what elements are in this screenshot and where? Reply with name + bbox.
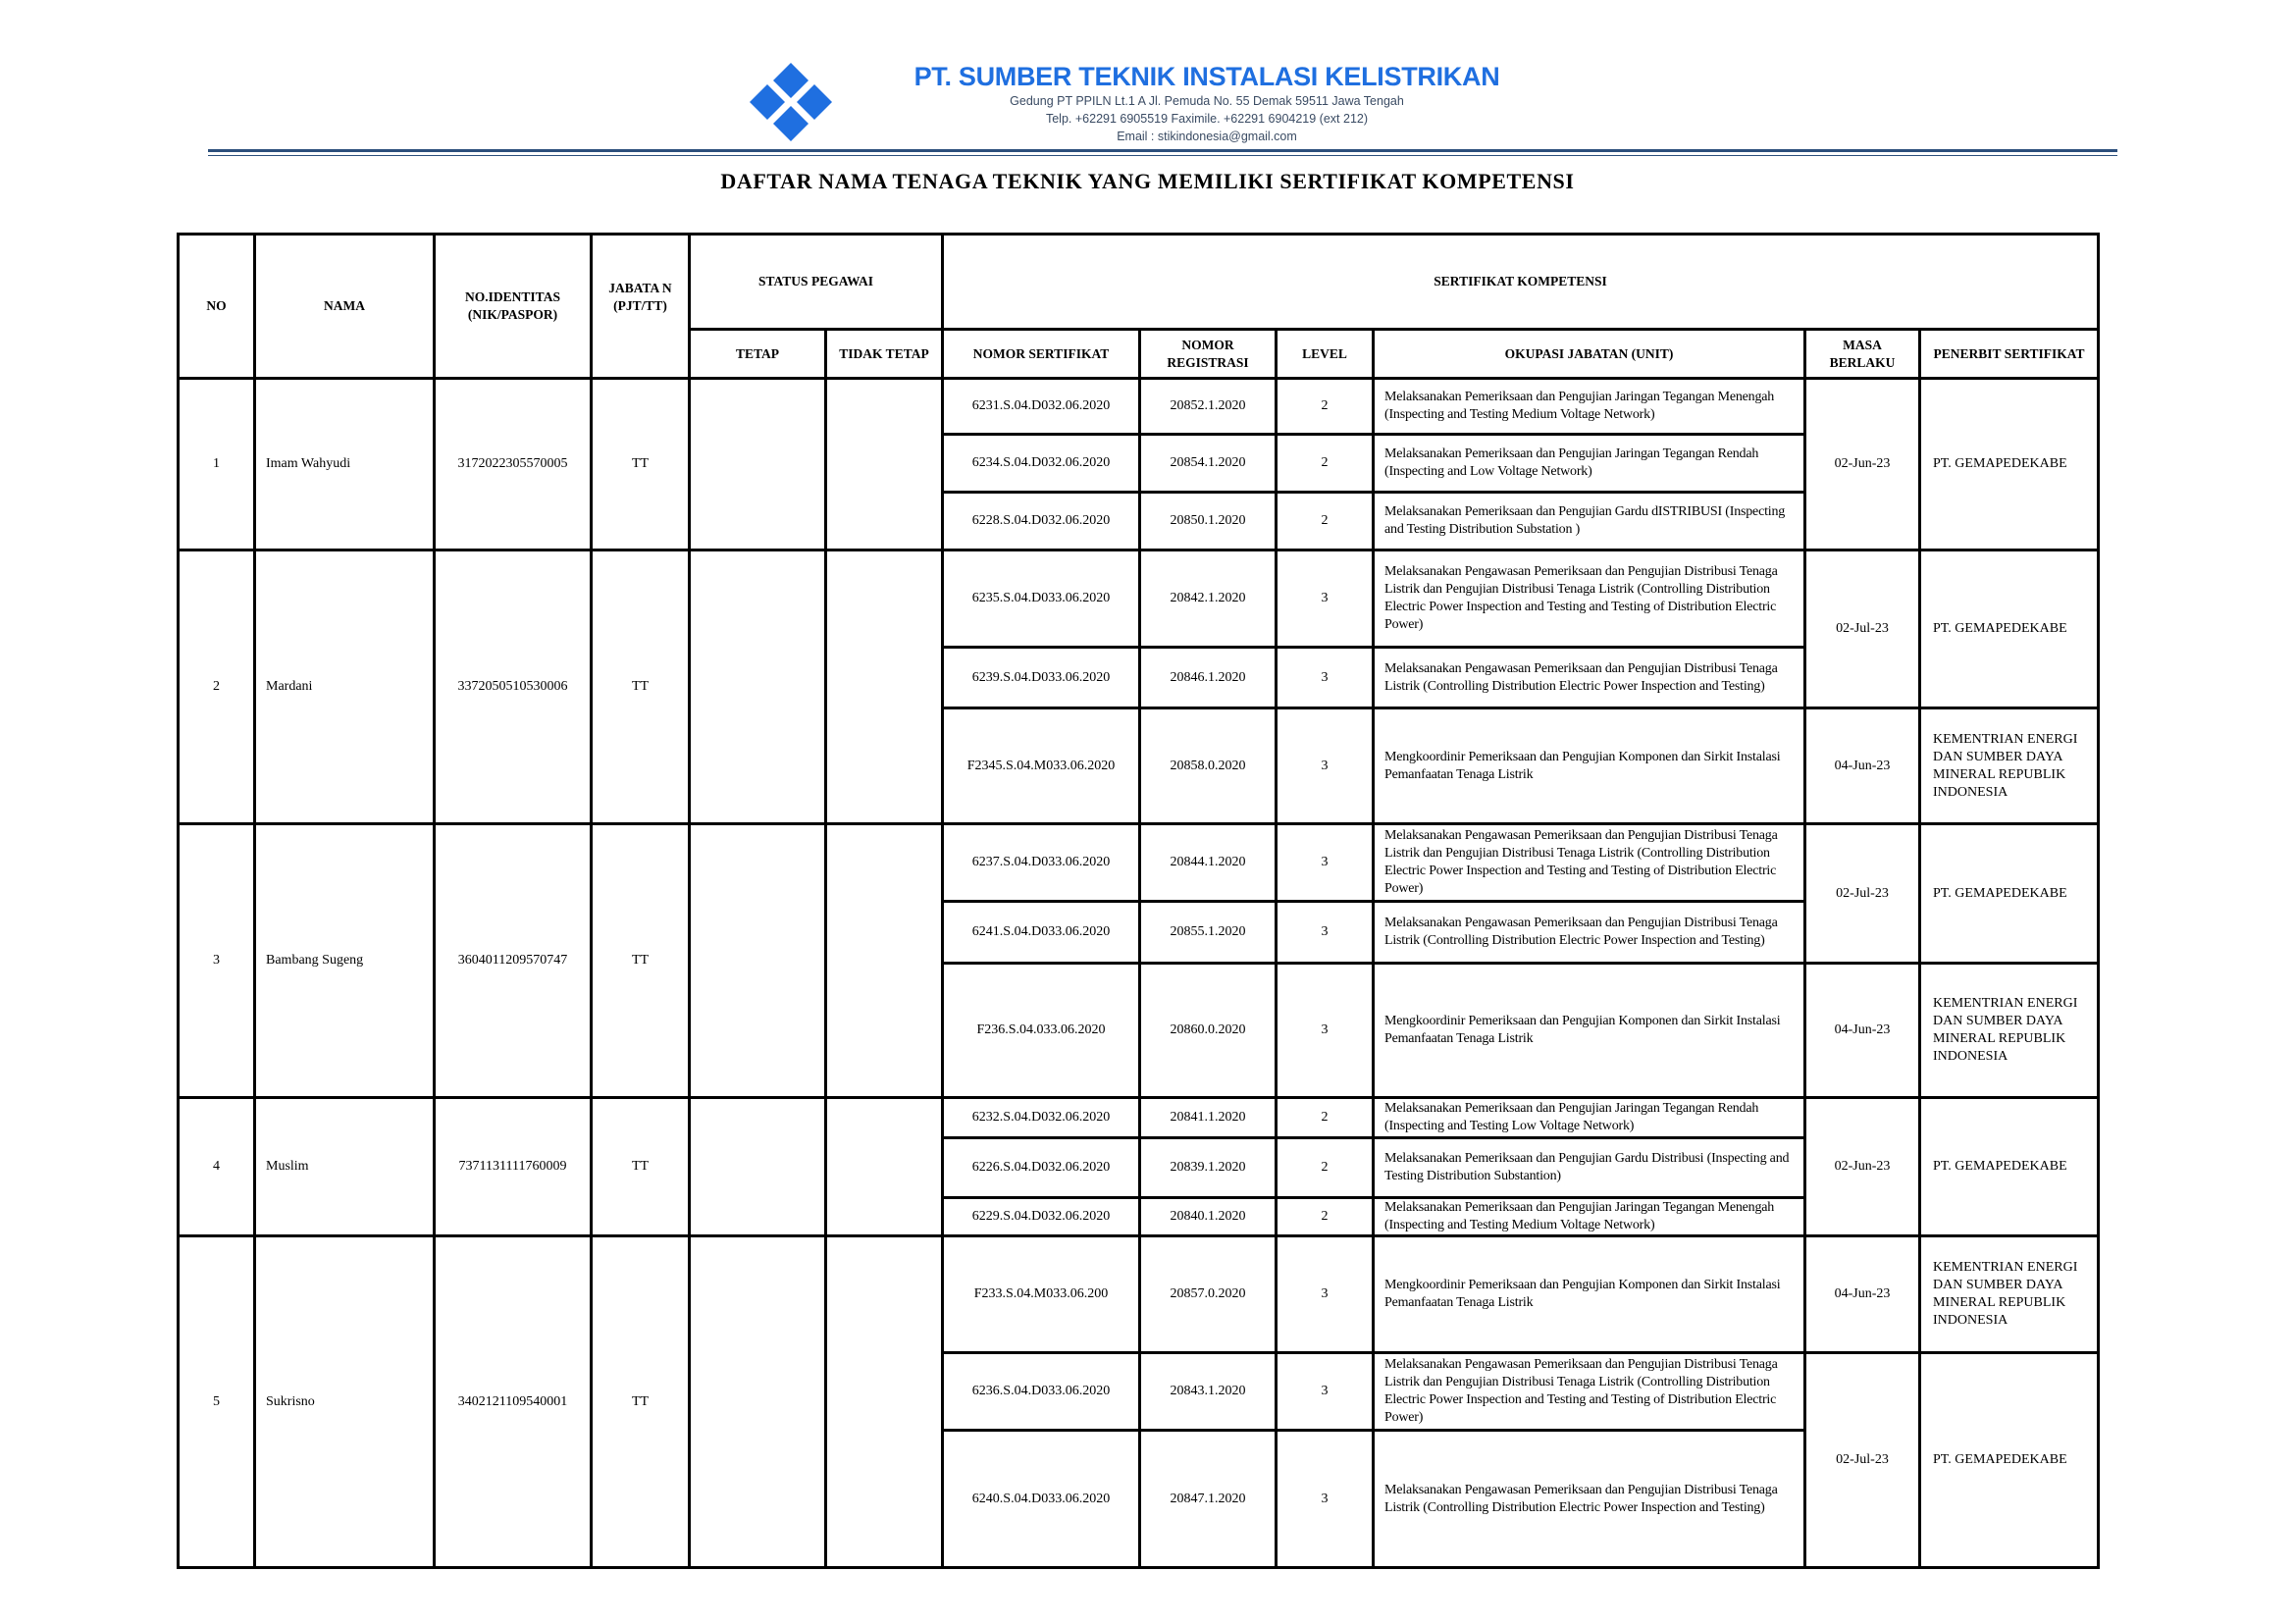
cell-nomor-sertifikat: F2345.S.04.M033.06.2020 [943, 708, 1140, 824]
header-masa-berlaku: MASA BERLAKU [1805, 330, 1920, 379]
cell-identitas: 3604011209570747 [435, 824, 592, 1098]
cell-penerbit: KEMENTRIAN ENERGI DAN SUMBER DAYA MINERAL REPUBLIK INDONESIA [1920, 964, 2099, 1098]
cell-okupasi: Melaksanakan Pengawasan Pemeriksaan dan Pengujian Distribusi Tenaga Listrik dan Pengujian Distribusi Tenaga Listrik (Controlling Distribution Electric Power Inspection and Testing and Testing of Distribution Electric Power) [1374, 550, 1805, 648]
letterhead [863, 61, 1550, 145]
cell-jabatan: TT [592, 1236, 690, 1568]
header-identitas: NO.IDENTITAS (NIK/PASPOR) [435, 235, 592, 379]
table-row [179, 550, 2099, 648]
cell-nomor-registrasi: 20839.1.2020 [1140, 1138, 1277, 1198]
cell-nomor-sertifikat: 6235.S.04.D033.06.2020 [943, 550, 1140, 648]
header-level: LEVEL [1277, 330, 1374, 379]
header-nama: NAMA [255, 235, 435, 379]
header-tidak-tetap: TIDAK TETAP [826, 330, 943, 379]
cell-jabatan: TT [592, 1098, 690, 1236]
cell-level: 3 [1277, 550, 1374, 648]
cell-nomor-sertifikat: 6232.S.04.D032.06.2020 [943, 1098, 1140, 1138]
letterhead-divider [208, 149, 2117, 152]
cell-jabatan: TT [592, 379, 690, 550]
cell-tetap [690, 1098, 826, 1236]
cell-jabatan: TT [592, 824, 690, 1098]
logo-diamond-left [750, 84, 785, 120]
cell-nomor-registrasi: 20850.1.2020 [1140, 493, 1277, 550]
cell-nomor-sertifikat: 6226.S.04.D032.06.2020 [943, 1138, 1140, 1198]
company-email: Email : stikindonesia@gmail.com [1117, 130, 1297, 143]
cell-nomor-sertifikat: F233.S.04.M033.06.200 [943, 1236, 1140, 1353]
header-sertifikat-kompetensi: SERTIFIKAT KOMPETENSI [943, 235, 2099, 330]
table-row [179, 379, 2099, 435]
cell-okupasi: Melaksanakan Pemeriksaan dan Pengujian Jaringan Tegangan Rendah (Inspecting and Testing Low Voltage Network) [1374, 1098, 1805, 1138]
cell-okupasi: Mengkoordinir Pemeriksaan dan Pengujian Komponen dan Sirkit Instalasi Pemanfaatan Tenaga Listrik [1374, 708, 1805, 824]
cell-tetap [690, 1236, 826, 1568]
cell-tidak-tetap [826, 1098, 943, 1236]
cell-no: 5 [179, 1236, 255, 1568]
cell-no: 4 [179, 1098, 255, 1236]
cell-nomor-sertifikat: 6229.S.04.D032.06.2020 [943, 1198, 1140, 1236]
cell-level: 3 [1277, 648, 1374, 708]
cell-no: 1 [179, 379, 255, 550]
cell-nama: Imam Wahyudi [255, 379, 435, 550]
cell-nomor-registrasi: 20844.1.2020 [1140, 824, 1277, 902]
cell-level: 3 [1277, 964, 1374, 1098]
cell-level: 2 [1277, 1138, 1374, 1198]
cell-level: 2 [1277, 435, 1374, 493]
logo-diamond-top [773, 63, 808, 98]
cell-masa-berlaku: 02-Jul-23 [1805, 1353, 1920, 1568]
cell-okupasi: Melaksanakan Pemeriksaan dan Pengujian Gardu Distribusi (Inspecting and Testing Distribution Substantion) [1374, 1138, 1805, 1198]
cell-nomor-registrasi: 20840.1.2020 [1140, 1198, 1277, 1236]
table-row [179, 1236, 2099, 1353]
cell-okupasi: Melaksanakan Pemeriksaan dan Pengujian Gardu dISTRIBUSI (Inspecting and Testing Distribution Substation ) [1374, 493, 1805, 550]
cell-nomor-sertifikat: 6239.S.04.D033.06.2020 [943, 648, 1140, 708]
cell-nomor-registrasi: 20852.1.2020 [1140, 379, 1277, 435]
cell-nomor-sertifikat: 6231.S.04.D032.06.2020 [943, 379, 1140, 435]
cell-level: 2 [1277, 1198, 1374, 1236]
table-row [179, 824, 2099, 902]
logo-diamond-right [797, 84, 832, 120]
cell-nomor-sertifikat: 6228.S.04.D032.06.2020 [943, 493, 1140, 550]
cell-penerbit: KEMENTRIAN ENERGI DAN SUMBER DAYA MINERAL REPUBLIK INDONESIA [1920, 1236, 2099, 1353]
cell-nomor-registrasi: 20857.0.2020 [1140, 1236, 1277, 1353]
cell-masa-berlaku: 04-Jun-23 [1805, 964, 1920, 1098]
header-jabatan: JABATA N (PJT/TT) [592, 235, 690, 379]
cell-okupasi: Melaksanakan Pengawasan Pemeriksaan dan Pengujian Distribusi Tenaga Listrik (Controlling Distribution Electric Power Inspection and Testing) [1374, 1431, 1805, 1568]
cell-penerbit: PT. GEMAPEDEKABE [1920, 550, 2099, 708]
cell-okupasi: Melaksanakan Pemeriksaan dan Pengujian Jaringan Tegangan Menengah (Inspecting and Testing Medium Voltage Network) [1374, 379, 1805, 435]
header-nomor-sertifikat: NOMOR SERTIFIKAT [943, 330, 1140, 379]
cell-penerbit: PT. GEMAPEDEKABE [1920, 379, 2099, 550]
company-address: Gedung PT PPILN Lt.1 A Jl. Pemuda No. 55 Demak 59511 Jawa Tengah [1010, 94, 1404, 108]
cell-okupasi: Melaksanakan Pemeriksaan dan Pengujian Jaringan Tegangan Menengah (Inspecting and Testing Medium Voltage Network) [1374, 1198, 1805, 1236]
letterhead-divider-thin [208, 155, 2117, 156]
cell-level: 3 [1277, 708, 1374, 824]
cell-nomor-sertifikat: 6240.S.04.D033.06.2020 [943, 1431, 1140, 1568]
cell-nomor-registrasi: 20846.1.2020 [1140, 648, 1277, 708]
cell-tidak-tetap [826, 824, 943, 1098]
cell-level: 3 [1277, 1431, 1374, 1568]
cell-level: 3 [1277, 824, 1374, 902]
cell-okupasi: Melaksanakan Pengawasan Pemeriksaan dan Pengujian Distribusi Tenaga Listrik dan Pengujian Distribusi Tenaga Listrik (Controlling Distribution Electric Power Inspection and Testing and Testing of Distribution Electric Power) [1374, 824, 1805, 902]
certificate-table [177, 233, 2100, 1569]
cell-masa-berlaku: 04-Jun-23 [1805, 1236, 1920, 1353]
cell-nomor-sertifikat: F236.S.04.033.06.2020 [943, 964, 1140, 1098]
cell-nomor-registrasi: 20858.0.2020 [1140, 708, 1277, 824]
cell-nomor-registrasi: 20842.1.2020 [1140, 550, 1277, 648]
company-phone: Telp. +62291 6905519 Faximile. +62291 6904219 (ext 212) [1045, 112, 1369, 126]
cell-masa-berlaku: 02-Jun-23 [1805, 1098, 1920, 1236]
cell-identitas: 7371131111760009 [435, 1098, 592, 1236]
cell-masa-berlaku: 04-Jun-23 [1805, 708, 1920, 824]
cell-nomor-registrasi: 20847.1.2020 [1140, 1431, 1277, 1568]
cell-tetap [690, 379, 826, 550]
cell-okupasi: Melaksanakan Pengawasan Pemeriksaan dan Pengujian Distribusi Tenaga Listrik (Controlling Distribution Electric Power Inspection and Testing) [1374, 902, 1805, 964]
cell-nama: Muslim [255, 1098, 435, 1236]
cell-no: 2 [179, 550, 255, 824]
cell-identitas: 3372050510530006 [435, 550, 592, 824]
cell-okupasi: Melaksanakan Pengawasan Pemeriksaan dan Pengujian Distribusi Tenaga Listrik (Controlling Distribution Electric Power Inspection and Testing) [1374, 648, 1805, 708]
header-status-pegawai: STATUS PEGAWAI [690, 235, 943, 330]
cell-level: 2 [1277, 493, 1374, 550]
cell-level: 2 [1277, 1098, 1374, 1138]
cell-level: 3 [1277, 1353, 1374, 1431]
cell-nomor-sertifikat: 6237.S.04.D033.06.2020 [943, 824, 1140, 902]
document-title: DAFTAR NAMA TENAGA TEKNIK YANG MEMILIKI SERTIFIKAT KOMPETENSI [720, 169, 1575, 193]
cell-penerbit: PT. GEMAPEDEKABE [1920, 824, 2099, 964]
cell-okupasi: Melaksanakan Pengawasan Pemeriksaan dan Pengujian Distribusi Tenaga Listrik dan Pengujian Distribusi Tenaga Listrik (Controlling Distribution Electric Power Inspection and Testing and Testing of Distribution Electric Power) [1374, 1353, 1805, 1431]
logo-diamond-bottom [773, 106, 808, 141]
cell-tetap [690, 824, 826, 1098]
cell-masa-berlaku: 02-Jun-23 [1805, 379, 1920, 550]
header-okupasi: OKUPASI JABATAN (UNIT) [1374, 330, 1805, 379]
cell-jabatan: TT [592, 550, 690, 824]
table-body [179, 379, 2099, 1568]
cell-tidak-tetap [826, 379, 943, 550]
cell-masa-berlaku: 02-Jul-23 [1805, 550, 1920, 708]
table-row [179, 1098, 2099, 1138]
cell-okupasi: Mengkoordinir Pemeriksaan dan Pengujian Komponen dan Sirkit Instalasi Pemanfaatan Tenaga Listrik [1374, 964, 1805, 1098]
cell-okupasi: Melaksanakan Pemeriksaan dan Pengujian Jaringan Tegangan Rendah (Inspecting and Low Voltage Network) [1374, 435, 1805, 493]
cell-nama: Bambang Sugeng [255, 824, 435, 1098]
header-tetap: TETAP [690, 330, 826, 379]
header-nomor-registrasi: NOMOR REGISTRASI [1140, 330, 1277, 379]
cell-okupasi: Mengkoordinir Pemeriksaan dan Pengujian Komponen dan Sirkit Instalasi Pemanfaatan Tenaga Listrik [1374, 1236, 1805, 1353]
cell-nomor-sertifikat: 6234.S.04.D032.06.2020 [943, 435, 1140, 493]
cell-nomor-sertifikat: 6241.S.04.D033.06.2020 [943, 902, 1140, 964]
cell-penerbit: KEMENTRIAN ENERGI DAN SUMBER DAYA MINERAL REPUBLIK INDONESIA [1920, 708, 2099, 824]
cell-nama: Sukrisno [255, 1236, 435, 1568]
header-penerbit: PENERBIT SERTIFIKAT [1920, 330, 2099, 379]
cell-level: 2 [1277, 379, 1374, 435]
cell-identitas: 3402121109540001 [435, 1236, 592, 1568]
cell-nomor-registrasi: 20854.1.2020 [1140, 435, 1277, 493]
cell-nomor-registrasi: 20843.1.2020 [1140, 1353, 1277, 1431]
cell-tetap [690, 550, 826, 824]
cell-nama: Mardani [255, 550, 435, 824]
cell-penerbit: PT. GEMAPEDEKABE [1920, 1098, 2099, 1236]
cell-tidak-tetap [826, 550, 943, 824]
company-logo [738, 61, 844, 145]
cell-tidak-tetap [826, 1236, 943, 1568]
cell-nomor-registrasi: 20841.1.2020 [1140, 1098, 1277, 1138]
cell-no: 3 [179, 824, 255, 1098]
header-no: NO [179, 235, 255, 379]
cell-level: 3 [1277, 902, 1374, 964]
company-name: PT. SUMBER TEKNIK INSTALASI KELISTRIKAN [913, 62, 1500, 91]
cell-masa-berlaku: 02-Jul-23 [1805, 824, 1920, 964]
cell-nomor-registrasi: 20860.0.2020 [1140, 964, 1277, 1098]
cell-identitas: 3172022305570005 [435, 379, 592, 550]
cell-level: 3 [1277, 1236, 1374, 1353]
cell-nomor-sertifikat: 6236.S.04.D033.06.2020 [943, 1353, 1140, 1431]
cell-nomor-registrasi: 20855.1.2020 [1140, 902, 1277, 964]
cell-penerbit: PT. GEMAPEDEKABE [1920, 1353, 2099, 1568]
